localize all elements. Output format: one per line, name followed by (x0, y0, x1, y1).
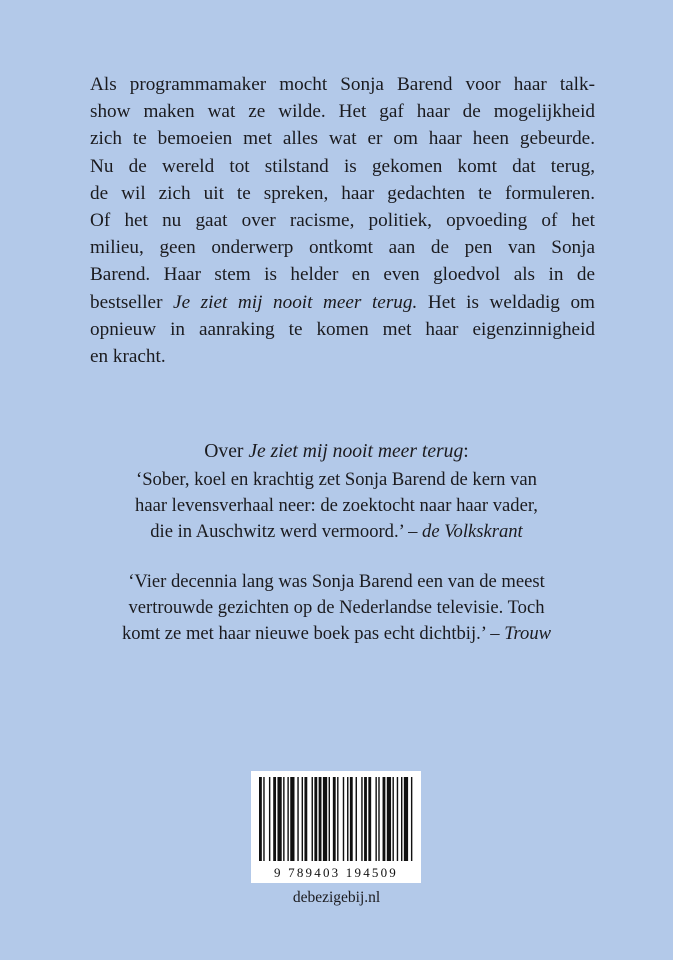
barcode-bar (387, 777, 391, 861)
blurb-line-with-title (90, 289, 595, 316)
blurb-text: Het is weldadig om (417, 291, 595, 313)
barcode-bar (397, 777, 398, 861)
barcode-bar (302, 777, 303, 861)
blurb-line: en kracht. (90, 346, 166, 368)
blurb-line: de wil zich uit te spreken, haar gedachten te formuleren. (90, 182, 595, 204)
barcode-bar (378, 777, 379, 861)
barcode-bar (383, 777, 386, 861)
quote-source: de Volkskrant (422, 521, 523, 542)
barcode-bar (343, 777, 344, 861)
blurb-line: Barend. Haar stem is helder en even gloedvol als in de (90, 264, 595, 286)
barcode-bar (347, 777, 348, 861)
barcode-bar (368, 777, 371, 861)
quote-text: die in Auschwitz werd vermoord.’ – (150, 521, 423, 542)
barcode-bar (269, 777, 270, 861)
barcode-bar (319, 777, 322, 861)
blurb-line: Als programmamaker mocht Sonja Barend voor haar talk- (90, 74, 595, 95)
review-quote-volkskrant (60, 467, 613, 545)
barcode-graphic (251, 771, 421, 883)
barcode-bar (259, 777, 262, 861)
blurb-line: zich te bemoeien met alles wat er om haar heen gebeurde. (90, 128, 595, 150)
barcode-bar (283, 777, 284, 861)
barcode-bar (356, 777, 357, 861)
reviews-heading (60, 439, 613, 465)
barcode-bar (350, 777, 353, 861)
heading-text: Over (204, 441, 249, 462)
barcode-bar (392, 777, 393, 861)
quote-line (60, 621, 613, 647)
blurb-line: show maken wat ze wilde. Het gaf haar de mogelijkheid (90, 101, 595, 123)
quote-line: haar levensverhaal neer: de zoektocht naar haar vader, (135, 495, 538, 516)
book-title: Je ziet mij nooit meer terug. (173, 291, 418, 313)
barcode-bar (273, 777, 276, 861)
barcode-bar (304, 777, 307, 861)
back-cover-blurb (90, 71, 595, 370)
blurb-line: milieu, geen onderwerp ontkomt aan de pen van Sonja (90, 237, 595, 259)
barcode-bar (323, 777, 327, 861)
barcode-bar (411, 777, 412, 861)
publisher-website: debezigebij.nl (292, 889, 381, 906)
isbn-digits: 9 789403 194509 (274, 865, 398, 880)
barcode-bar (277, 777, 281, 861)
quote-text: komt ze met haar nieuwe boek pas echt dichtbij.’ – (121, 623, 505, 644)
blurb-line: Of het nu gaat over racisme, politiek, opvoeding of het (90, 210, 595, 232)
barcode-bar (287, 777, 288, 861)
quote-source: Trouw (504, 623, 552, 644)
barcode-bar (361, 777, 362, 861)
barcode-bar (312, 777, 313, 861)
barcode-bar (364, 777, 367, 861)
barcode-bar (297, 777, 298, 861)
quote-line (60, 519, 613, 545)
barcode-bar (290, 777, 294, 861)
barcode-bar (404, 777, 408, 861)
barcode-bar (333, 777, 336, 861)
quote-line: ‘Vier decennia lang was Sonja Barend een van de meest (128, 571, 545, 592)
blurb-line: opnieuw in aanraking te komen met haar eigenzinnigheid (90, 318, 595, 340)
quote-line: ‘Sober, koel en krachtig zet Sonja Barend de kern van (136, 469, 537, 490)
review-quote-trouw (60, 569, 613, 647)
heading-book-title: Je ziet mij nooit meer terug (248, 441, 464, 462)
blurb-line: Nu de wereld tot stilstand is gekomen komt dat terug, (90, 155, 595, 177)
barcode-bar (314, 777, 317, 861)
barcode-bar (337, 777, 338, 861)
barcode-bar (401, 777, 402, 861)
isbn-barcode (251, 771, 421, 883)
blurb-text: bestseller (90, 291, 174, 313)
quote-line: vertrouwde gezichten op de Nederlandse televisie. Toch (128, 597, 545, 618)
barcode-bar (263, 777, 264, 861)
barcode-bar (375, 777, 376, 861)
heading-colon: : (463, 441, 469, 462)
barcode-bar (329, 777, 330, 861)
